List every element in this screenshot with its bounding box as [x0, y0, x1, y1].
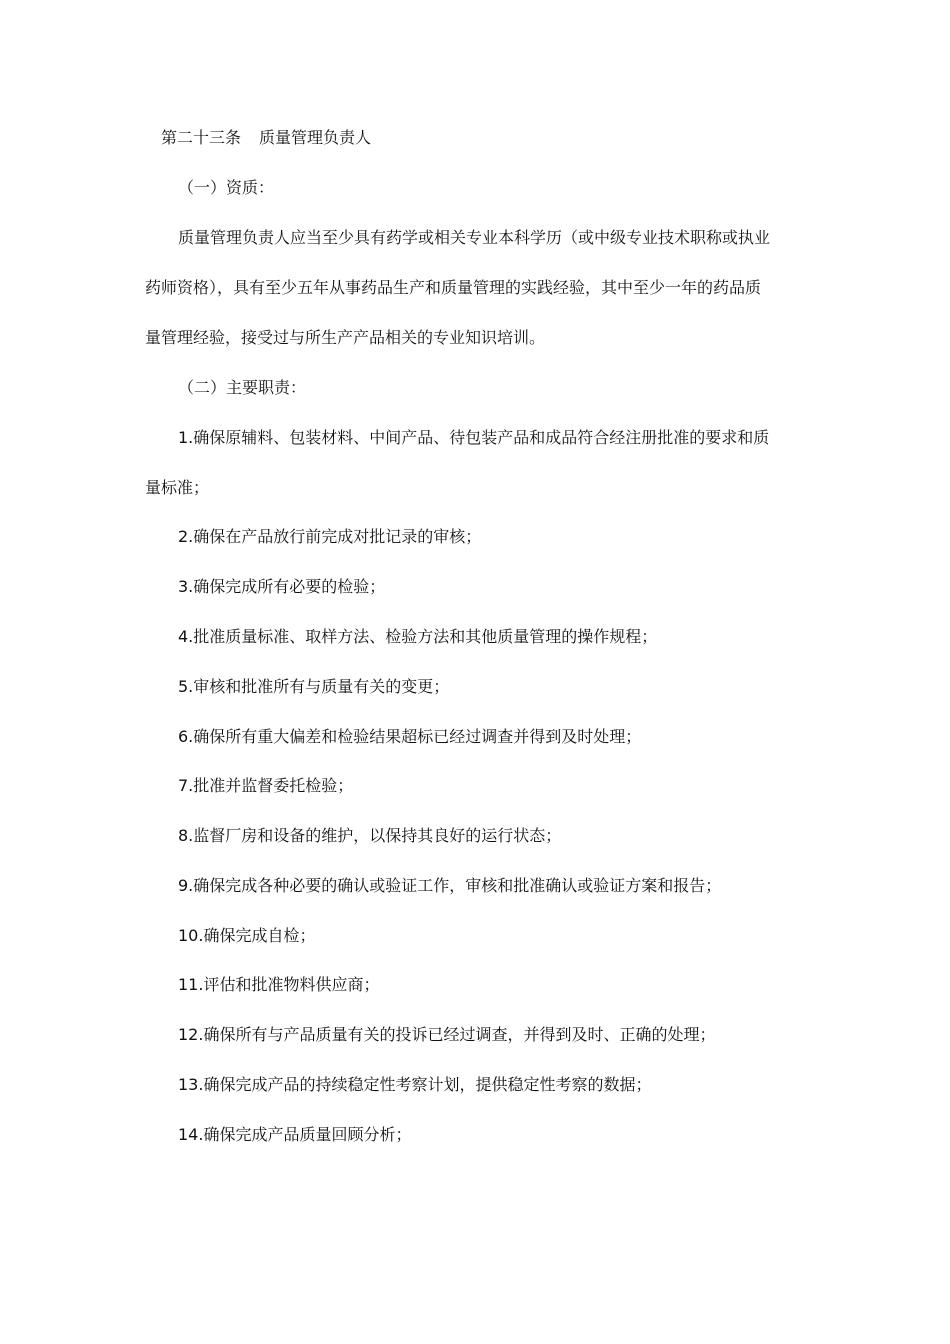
- list-item: 3.确保完成所有必要的检验；: [178, 577, 386, 596]
- list-item: 7.批准并监督委托检验；: [178, 776, 354, 795]
- list-item: 4.批准质量标准、取样方法、检验方法和其他质量管理的操作规程；: [178, 627, 658, 646]
- list-item: 11.评估和批准物料供应商；: [178, 975, 380, 994]
- list-item-continuation: 量标准；: [145, 478, 210, 497]
- section-label-duties: （二）主要职责：: [178, 378, 307, 397]
- article-number: 第二十三条: [161, 128, 242, 147]
- list-item: 12.确保所有与产品质量有关的投诉已经过调查，并得到及时、正确的处理；: [178, 1025, 716, 1044]
- paragraph-line: 量管理经验，接受过与所生产产品相关的专业知识培训。: [145, 328, 546, 347]
- article-title: [161, 126, 371, 150]
- section-label-qualification: （一）资质：: [178, 178, 275, 197]
- list-item: 5.审核和批准所有与质量有关的变更；: [178, 677, 450, 696]
- list-item: 2.确保在产品放行前完成对批记录的审核；: [178, 527, 482, 546]
- list-item: 9.确保完成各种必要的确认或验证工作，审核和批准确认或验证方案和报告；: [178, 876, 722, 895]
- list-item: 1.确保原辅料、包装材料、中间产品、待包装产品和成品符合经注册批准的要求和质: [178, 428, 770, 447]
- paragraph-line: 药师资格），具有至少五年从事药品生产和质量管理的实践经验，其中至少一年的药品质: [145, 278, 762, 297]
- list-item: 6.确保所有重大偏差和检验结果超标已经过调查并得到及时处理；: [178, 727, 642, 746]
- list-item: 10.确保完成自检；: [178, 926, 316, 945]
- article-heading: 质量管理负责人: [259, 128, 372, 147]
- list-item: 13.确保完成产品的持续稳定性考察计划，提供稳定性考察的数据；: [178, 1075, 652, 1094]
- list-item: 14.确保完成产品质量回顾分析；: [178, 1125, 412, 1144]
- list-item: 8.监督厂房和设备的维护，以保持其良好的运行状态；: [178, 826, 562, 845]
- paragraph-line: 质量管理负责人应当至少具有药学或相关专业本科学历（或中级专业技术职称或执业: [178, 228, 771, 247]
